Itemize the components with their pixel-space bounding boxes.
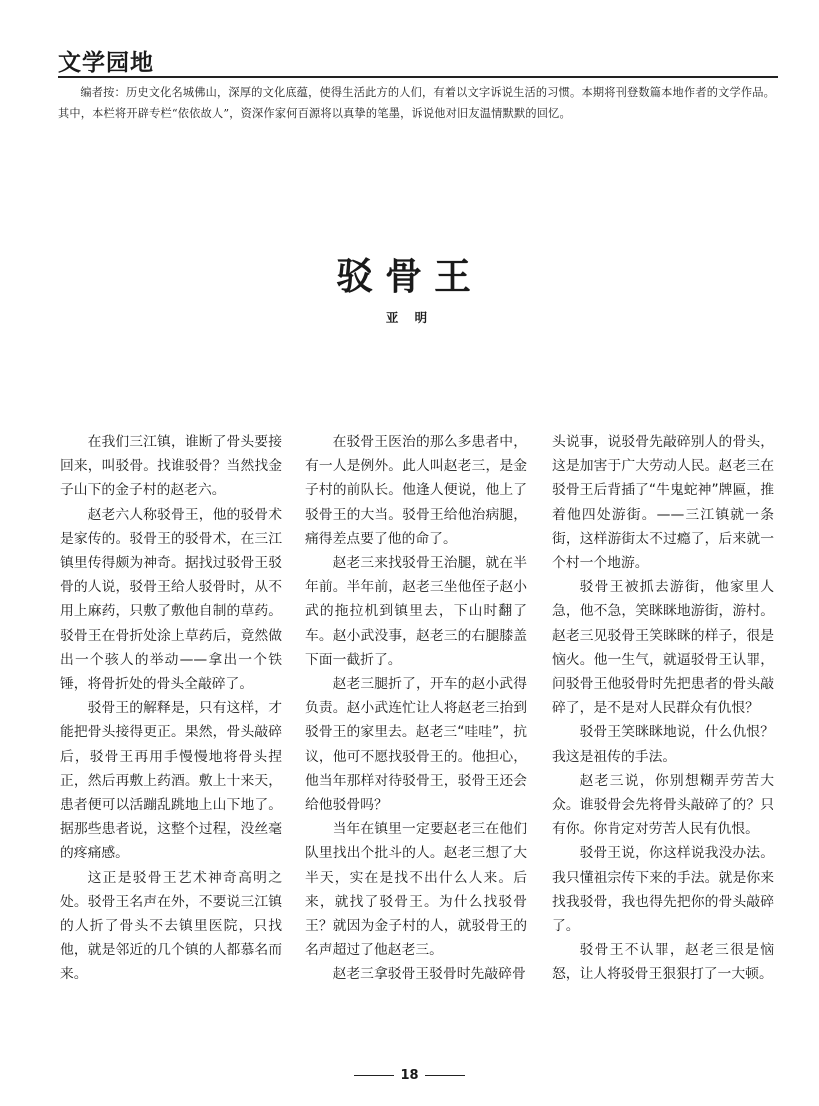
paragraph: 赵老三腿折了，开车的赵小武得负责。赵小武连忙让人将赵老三抬到驳骨王的家里去。赵老三“哇哇”，抗议，他可不愿找驳骨王的。他担心，他当年那样对待驳骨王，驳骨王还会给他驳骨吗？ <box>305 676 527 814</box>
paragraph: 驳骨王笑眯眯地说，什么仇恨？我这是祖传的手法。 <box>552 724 774 765</box>
section-title: 文学园地 <box>58 50 154 76</box>
paragraph: 驳骨王不认罪，赵老三很是恼怒，让人将驳骨王狠狠打了一大顿。 <box>552 942 774 983</box>
paragraph: 驳骨王的解释是，只有这样，才能把骨头接得更正。果然，骨头敲碎后，驳骨王再用手慢慢地将骨头捏正，然后再敷上药酒。敷上十来天，患者便可以活蹦乱跳地上山下地了。据那些患者说，这整个过程，没丝毫的疼痛感。 <box>60 700 282 862</box>
page-number: 18 <box>400 1068 419 1083</box>
paragraph: 在我们三江镇，谁断了骨头要接回来，叫驳骨。找谁驳骨？当然找金子山下的金子村的赵老六。 <box>60 434 282 499</box>
editor-note: 编者按：历史文化名城佛山，深厚的文化底蕴，使得生活此方的人们，有着以文字诉说生活的习惯。本期将刊登数篇本地作者的文学作品。其中，本栏将开辟专栏“依依故人”，资深作家何百源将以真挚的笔墨，诉说他对旧友温情默默的回忆。 <box>58 86 776 120</box>
header-rule <box>58 76 778 78</box>
footer-rule-right <box>425 1075 465 1076</box>
paragraph: 赵老三拿驳骨王驳骨时先敲碎骨 <box>332 966 526 983</box>
article-column-2 <box>305 430 527 987</box>
article-column-1 <box>60 430 282 987</box>
paragraph: 赵老三说，你别想糊弄劳苦大众。谁驳骨会先将骨头敲碎了的？只有你。你肯定对劳苦人民有仇恨。 <box>552 772 774 838</box>
footer-rule-left <box>354 1075 394 1076</box>
page-footer <box>0 1068 819 1083</box>
paragraph: 当年在镇里一定要赵老三在他们队里找出个批斗的人。赵老三想了大半天，实在是找不出什么人来。后来，就找了驳骨王。为什么找驳骨王？就因为金子村的人，就驳骨王的名声超过了他赵老三。 <box>305 821 527 959</box>
article-author: 亚 明 <box>385 310 434 325</box>
paragraph-continuation: 头说事，说驳骨先敲碎别人的骨头，这是加害于广大劳动人民。赵老三在驳骨王后背插了“牛鬼蛇神”牌匾，推着他四处游街。——三江镇就一条街，这样游街太不过瘾了，后来就一个村一个地游。 <box>552 434 774 572</box>
article-title: 驳骨王 <box>336 255 483 298</box>
paragraph: 驳骨王被抓去游街，他家里人急，他不急，笑眯眯地游街，游村。赵老三见驳骨王笑眯眯的样子，很是恼火。他一生气，就逼驳骨王认罪，问驳骨王他驳骨时先把患者的骨头敲碎了，是不是对人民群众有仇恨？ <box>552 579 774 717</box>
paragraph: 这正是驳骨王艺术神奇高明之处。驳骨王名声在外，不要说三江镇的人折了骨头不去镇里医院，只找他，就是邻近的几个镇的人都慕名而来。 <box>60 869 282 983</box>
paragraph: 在驳骨王医治的那么多患者中，有一人是例外。此人叫赵老三，是金子村的前队长。他逢人便说，他上了驳骨王的大当。驳骨王给他治病腿，痛得差点要了他的命了。 <box>305 434 527 547</box>
article-column-3 <box>552 430 774 987</box>
paragraph: 赵老三来找驳骨王治腿，就在半年前。半年前，赵老三坐他侄子赵小武的拖拉机到镇里去，下山时翻了车。赵小武没事，赵老三的右腿膝盖下面一截折了。 <box>305 555 527 668</box>
paragraph: 赵老六人称驳骨王，他的驳骨术是家传的。驳骨王的驳骨术，在三江镇里传得颇为神奇。据找过驳骨王驳骨的人说，驳骨王给人驳骨时，从不用上麻药，只敷了敷他自制的草药。驳骨王在骨折处涂上草药后，竟然做出一个骇人的举动——拿出一个铁锤，将骨折处的骨头全敲碎了。 <box>60 506 282 693</box>
paragraph: 驳骨王说，你这样说我没办法。我只懂祖宗传下来的手法。就是你来找我驳骨，我也得先把你的骨头敲碎了。 <box>552 845 774 935</box>
